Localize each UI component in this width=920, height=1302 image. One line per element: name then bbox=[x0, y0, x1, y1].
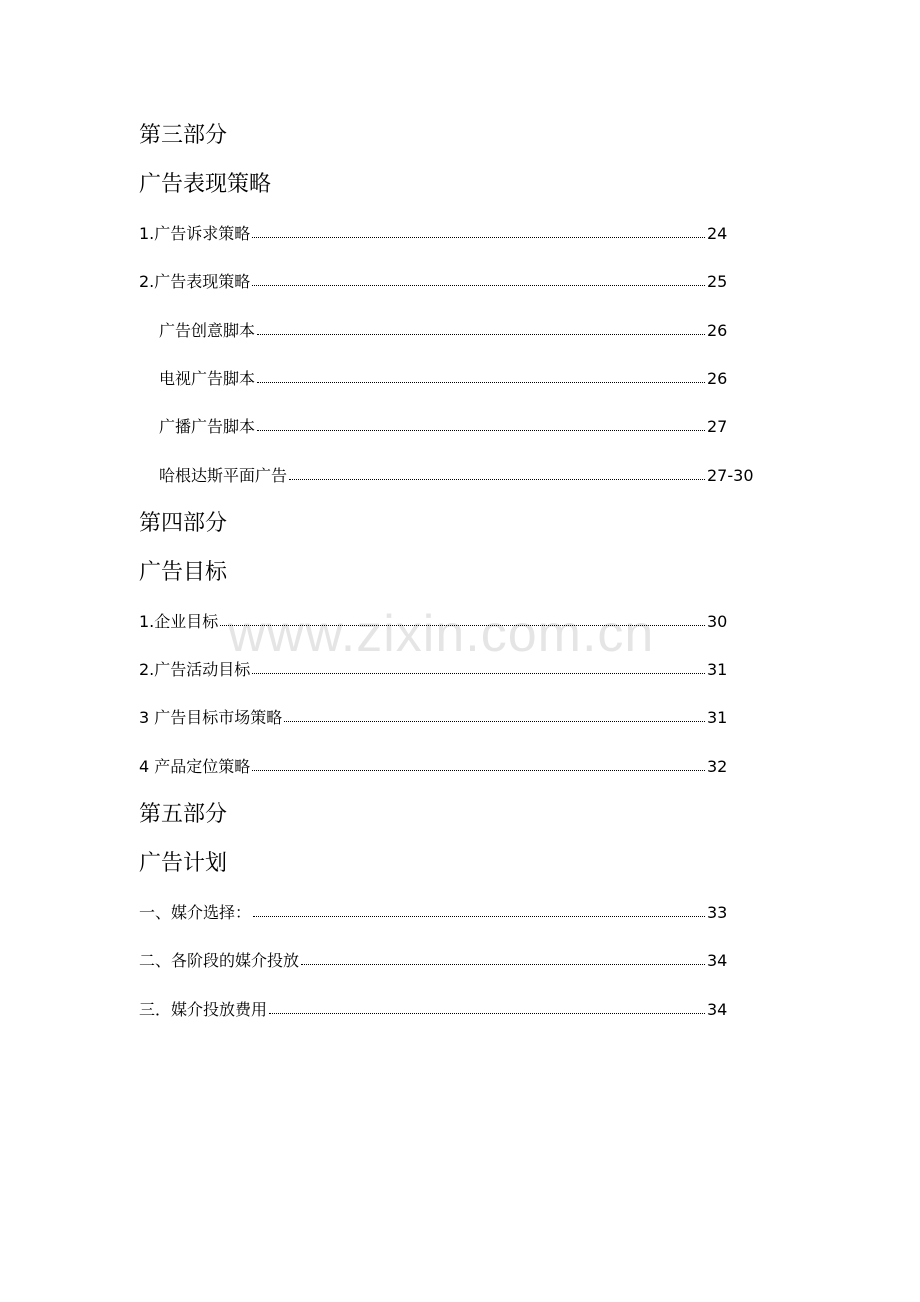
toc-page-number: 27 bbox=[707, 417, 728, 437]
toc-entry-title: 3 广告目标市场策略 bbox=[139, 708, 283, 728]
toc-entry-title: 2.广告表现策略 bbox=[139, 272, 251, 292]
toc-leader-dots bbox=[257, 382, 705, 383]
toc-page-number: 30 bbox=[707, 611, 728, 631]
toc-page-number: 34 bbox=[707, 999, 728, 1019]
toc-entry-title: 二、各阶段的媒介投放 bbox=[139, 951, 300, 971]
toc-entry-title: 2.广告活动目标 bbox=[139, 660, 251, 680]
section-heading-text: 广告计划 bbox=[139, 851, 228, 876]
toc-entry-title: 电视广告脚本 bbox=[159, 368, 256, 388]
toc-entry-title: 广告创意脚本 bbox=[159, 320, 256, 340]
toc-entry-title: 广播广告脚本 bbox=[159, 417, 256, 437]
watermark: www.zixin.com.cn bbox=[228, 605, 655, 663]
toc-entry-title: 哈根达斯平面广告 bbox=[159, 465, 288, 485]
toc-leader-dots bbox=[253, 916, 705, 917]
toc-page-number: 33 bbox=[707, 903, 728, 922]
section-heading-text: 第五部分 bbox=[139, 802, 228, 827]
toc-entry-title: 4 产品定位策略 bbox=[139, 756, 251, 776]
toc-entry-title: 1.广告诉求策略 bbox=[139, 224, 251, 243]
toc-leader-dots bbox=[301, 964, 705, 965]
toc-leader-dots bbox=[252, 237, 705, 238]
section-heading-text: 第四部分 bbox=[139, 510, 228, 536]
toc-page-number: 34 bbox=[707, 951, 728, 971]
toc-leader-dots bbox=[289, 479, 705, 480]
section-heading-text: 广告目标 bbox=[139, 559, 228, 585]
toc-leader-dots bbox=[252, 673, 705, 674]
section-heading-text: 第三部分 bbox=[139, 123, 228, 148]
toc-entry-title: 三．媒介投放费用 bbox=[139, 999, 268, 1019]
toc-page-number: 25 bbox=[707, 272, 728, 292]
toc-page-number: 31 bbox=[707, 660, 728, 680]
toc-page-number: 31 bbox=[707, 708, 728, 728]
toc-entry-title: 一、媒介选择： bbox=[139, 903, 252, 922]
toc-leader-dots bbox=[257, 430, 705, 431]
toc-leader-dots bbox=[284, 721, 705, 722]
toc-leader-dots bbox=[252, 770, 705, 771]
toc-page-number: 27-30 bbox=[707, 465, 754, 485]
toc-page-number: 32 bbox=[707, 756, 728, 776]
toc-leader-dots bbox=[252, 285, 705, 286]
toc-entry-title: 1.企业目标 bbox=[139, 611, 219, 631]
toc-page-number: 26 bbox=[707, 368, 728, 388]
toc-leader-dots bbox=[269, 1013, 705, 1014]
toc-leader-dots bbox=[257, 334, 705, 335]
section-heading-text: 广告表现策略 bbox=[139, 172, 272, 197]
toc-page-number: 26 bbox=[707, 320, 728, 340]
toc-page-number: 24 bbox=[707, 224, 728, 243]
